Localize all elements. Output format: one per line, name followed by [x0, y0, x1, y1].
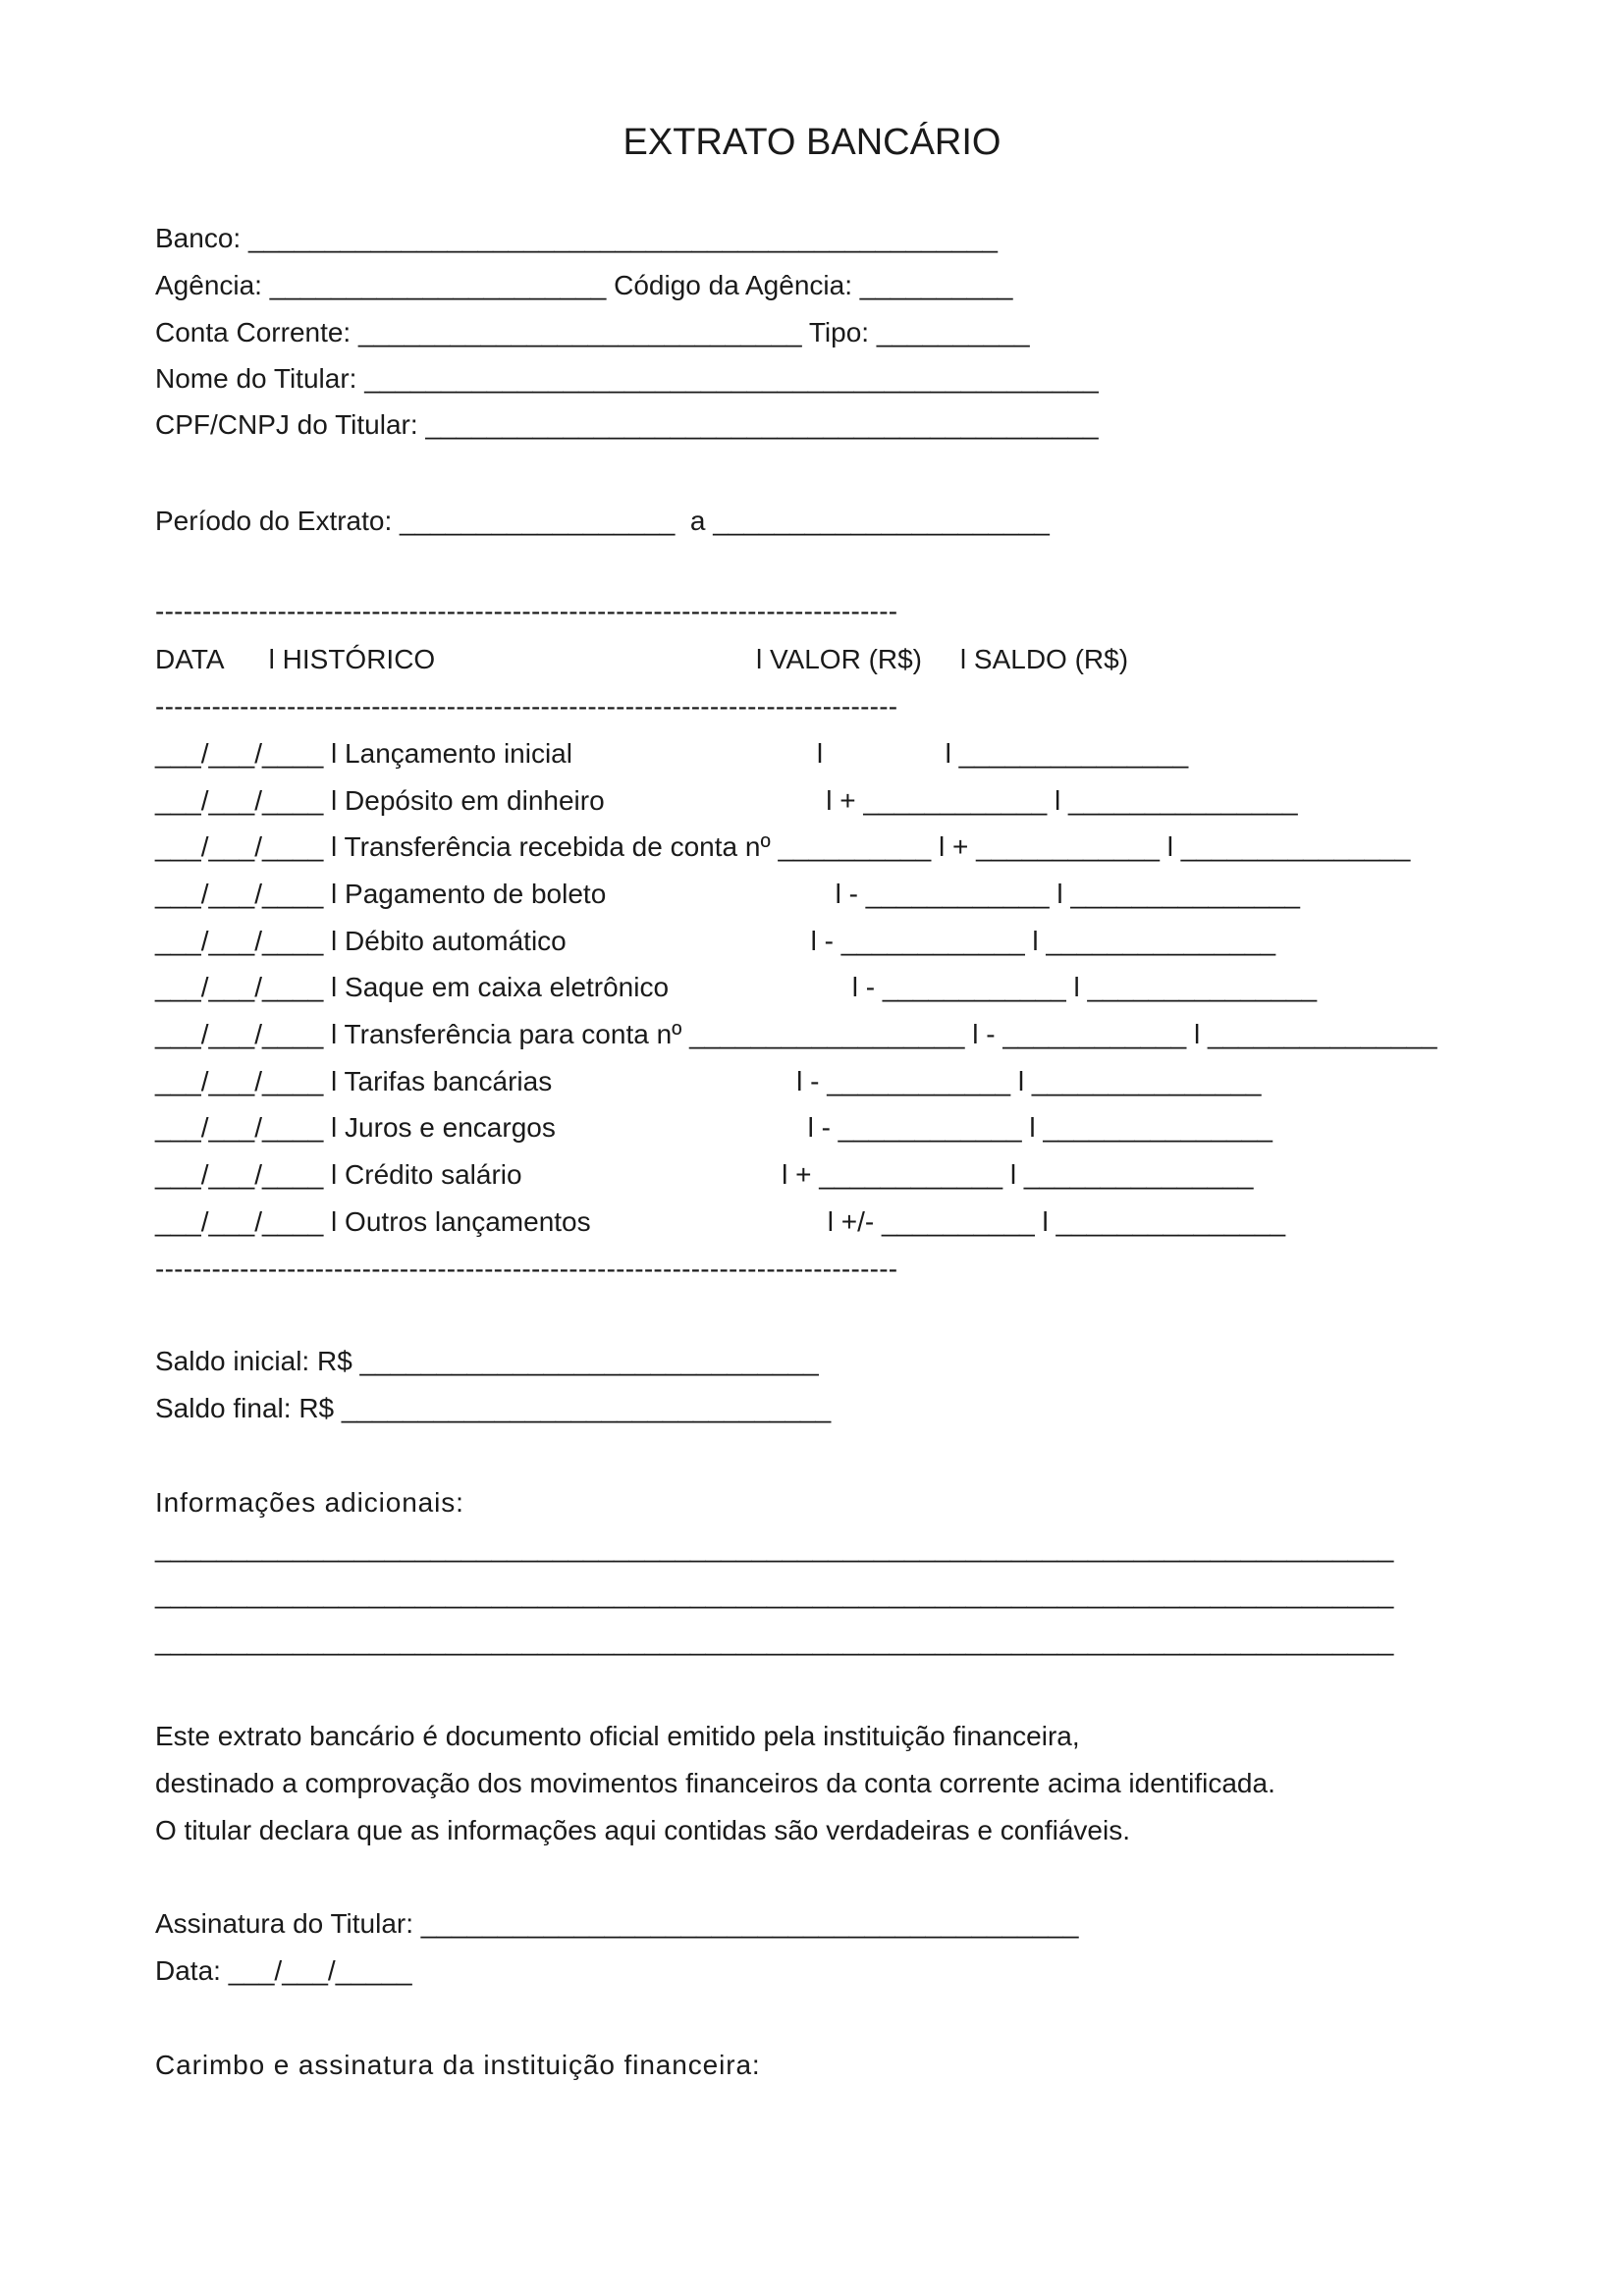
- declaration-line: Este extrato bancário é documento oficial emitido pela instituição financeira,: [155, 1721, 1080, 1751]
- table-row: ___/___/____ l Depósito em dinheiro l + ____________ l _______________: [155, 785, 1298, 816]
- table-divider-bottom: -------------------------------------------------------------------------------: [155, 1254, 898, 1284]
- declaration-line: O titular declara que as informações aqui contidas são verdadeiras e confiáveis.: [155, 1815, 1130, 1845]
- table-header: DATA l HISTÓRICO l VALOR (R$) l SALDO (R$): [155, 644, 1129, 674]
- field-cpf-cnpj: CPF/CNPJ do Titular: ____________________________________________: [155, 409, 1099, 440]
- field-assinatura-titular: Assinatura do Titular: ___________________________________________: [155, 1908, 1079, 1939]
- table-row: ___/___/____ l Crédito salário l + ____________ l _______________: [155, 1159, 1254, 1190]
- field-saldo-final: Saldo final: R$ ________________________________: [155, 1393, 832, 1423]
- table-row: ___/___/____ l Saque em caixa eletrônico l - ____________ l _______________: [155, 972, 1318, 1002]
- table-row: ___/___/____ l Tarifas bancárias l - ____________ l _______________: [155, 1066, 1262, 1096]
- field-saldo-inicial: Saldo inicial: R$ ______________________________: [155, 1346, 819, 1376]
- info-line: _________________________________________________________________________________: [155, 1578, 1394, 1609]
- table-row: ___/___/____ l Transferência para conta nº __________________ l - ____________ l _______________: [155, 1019, 1437, 1049]
- table-row: ___/___/____ l Outros lançamentos l +/- __________ l _______________: [155, 1206, 1286, 1237]
- table-divider-header: -------------------------------------------------------------------------------: [155, 691, 898, 721]
- info-line: _________________________________________________________________________________: [155, 1532, 1394, 1563]
- field-banco: Banco: _________________________________________________: [155, 223, 998, 253]
- table-row: ___/___/____ l Pagamento de boleto l - ____________ l _______________: [155, 879, 1300, 909]
- table-row: ___/___/____ l Juros e encargos l - ____________ l _______________: [155, 1112, 1272, 1143]
- field-nome-titular: Nome do Titular: ________________________________________________: [155, 363, 1099, 394]
- table-divider-top: -------------------------------------------------------------------------------: [155, 596, 898, 626]
- field-conta-corrente: Conta Corrente: _____________________________ Tipo: __________: [155, 317, 1030, 347]
- document-title: EXTRATO BANCÁRIO: [623, 122, 1001, 163]
- declaration-line: destinado a comprovação dos movimentos financeiros da conta corrente acima identificada.: [155, 1768, 1275, 1798]
- field-periodo: Período do Extrato: __________________ a ______________________: [155, 506, 1050, 536]
- info-label: Informações adicionais:: [155, 1487, 464, 1518]
- table-row: ___/___/____ l Transferência recebida de conta nº __________ l + ____________ l _______________: [155, 831, 1411, 862]
- field-agencia: Agência: ______________________ Código da Agência: __________: [155, 270, 1013, 300]
- table-row: ___/___/____ l Débito automático l - ____________ l _______________: [155, 926, 1276, 956]
- field-data: Data: ___/___/_____: [155, 1955, 412, 1986]
- table-row: ___/___/____ l Lançamento inicial l l _______________: [155, 738, 1189, 769]
- info-line: _________________________________________________________________________________: [155, 1626, 1394, 1656]
- institution-signature-label: Carimbo e assinatura da instituição financeira:: [155, 2050, 761, 2080]
